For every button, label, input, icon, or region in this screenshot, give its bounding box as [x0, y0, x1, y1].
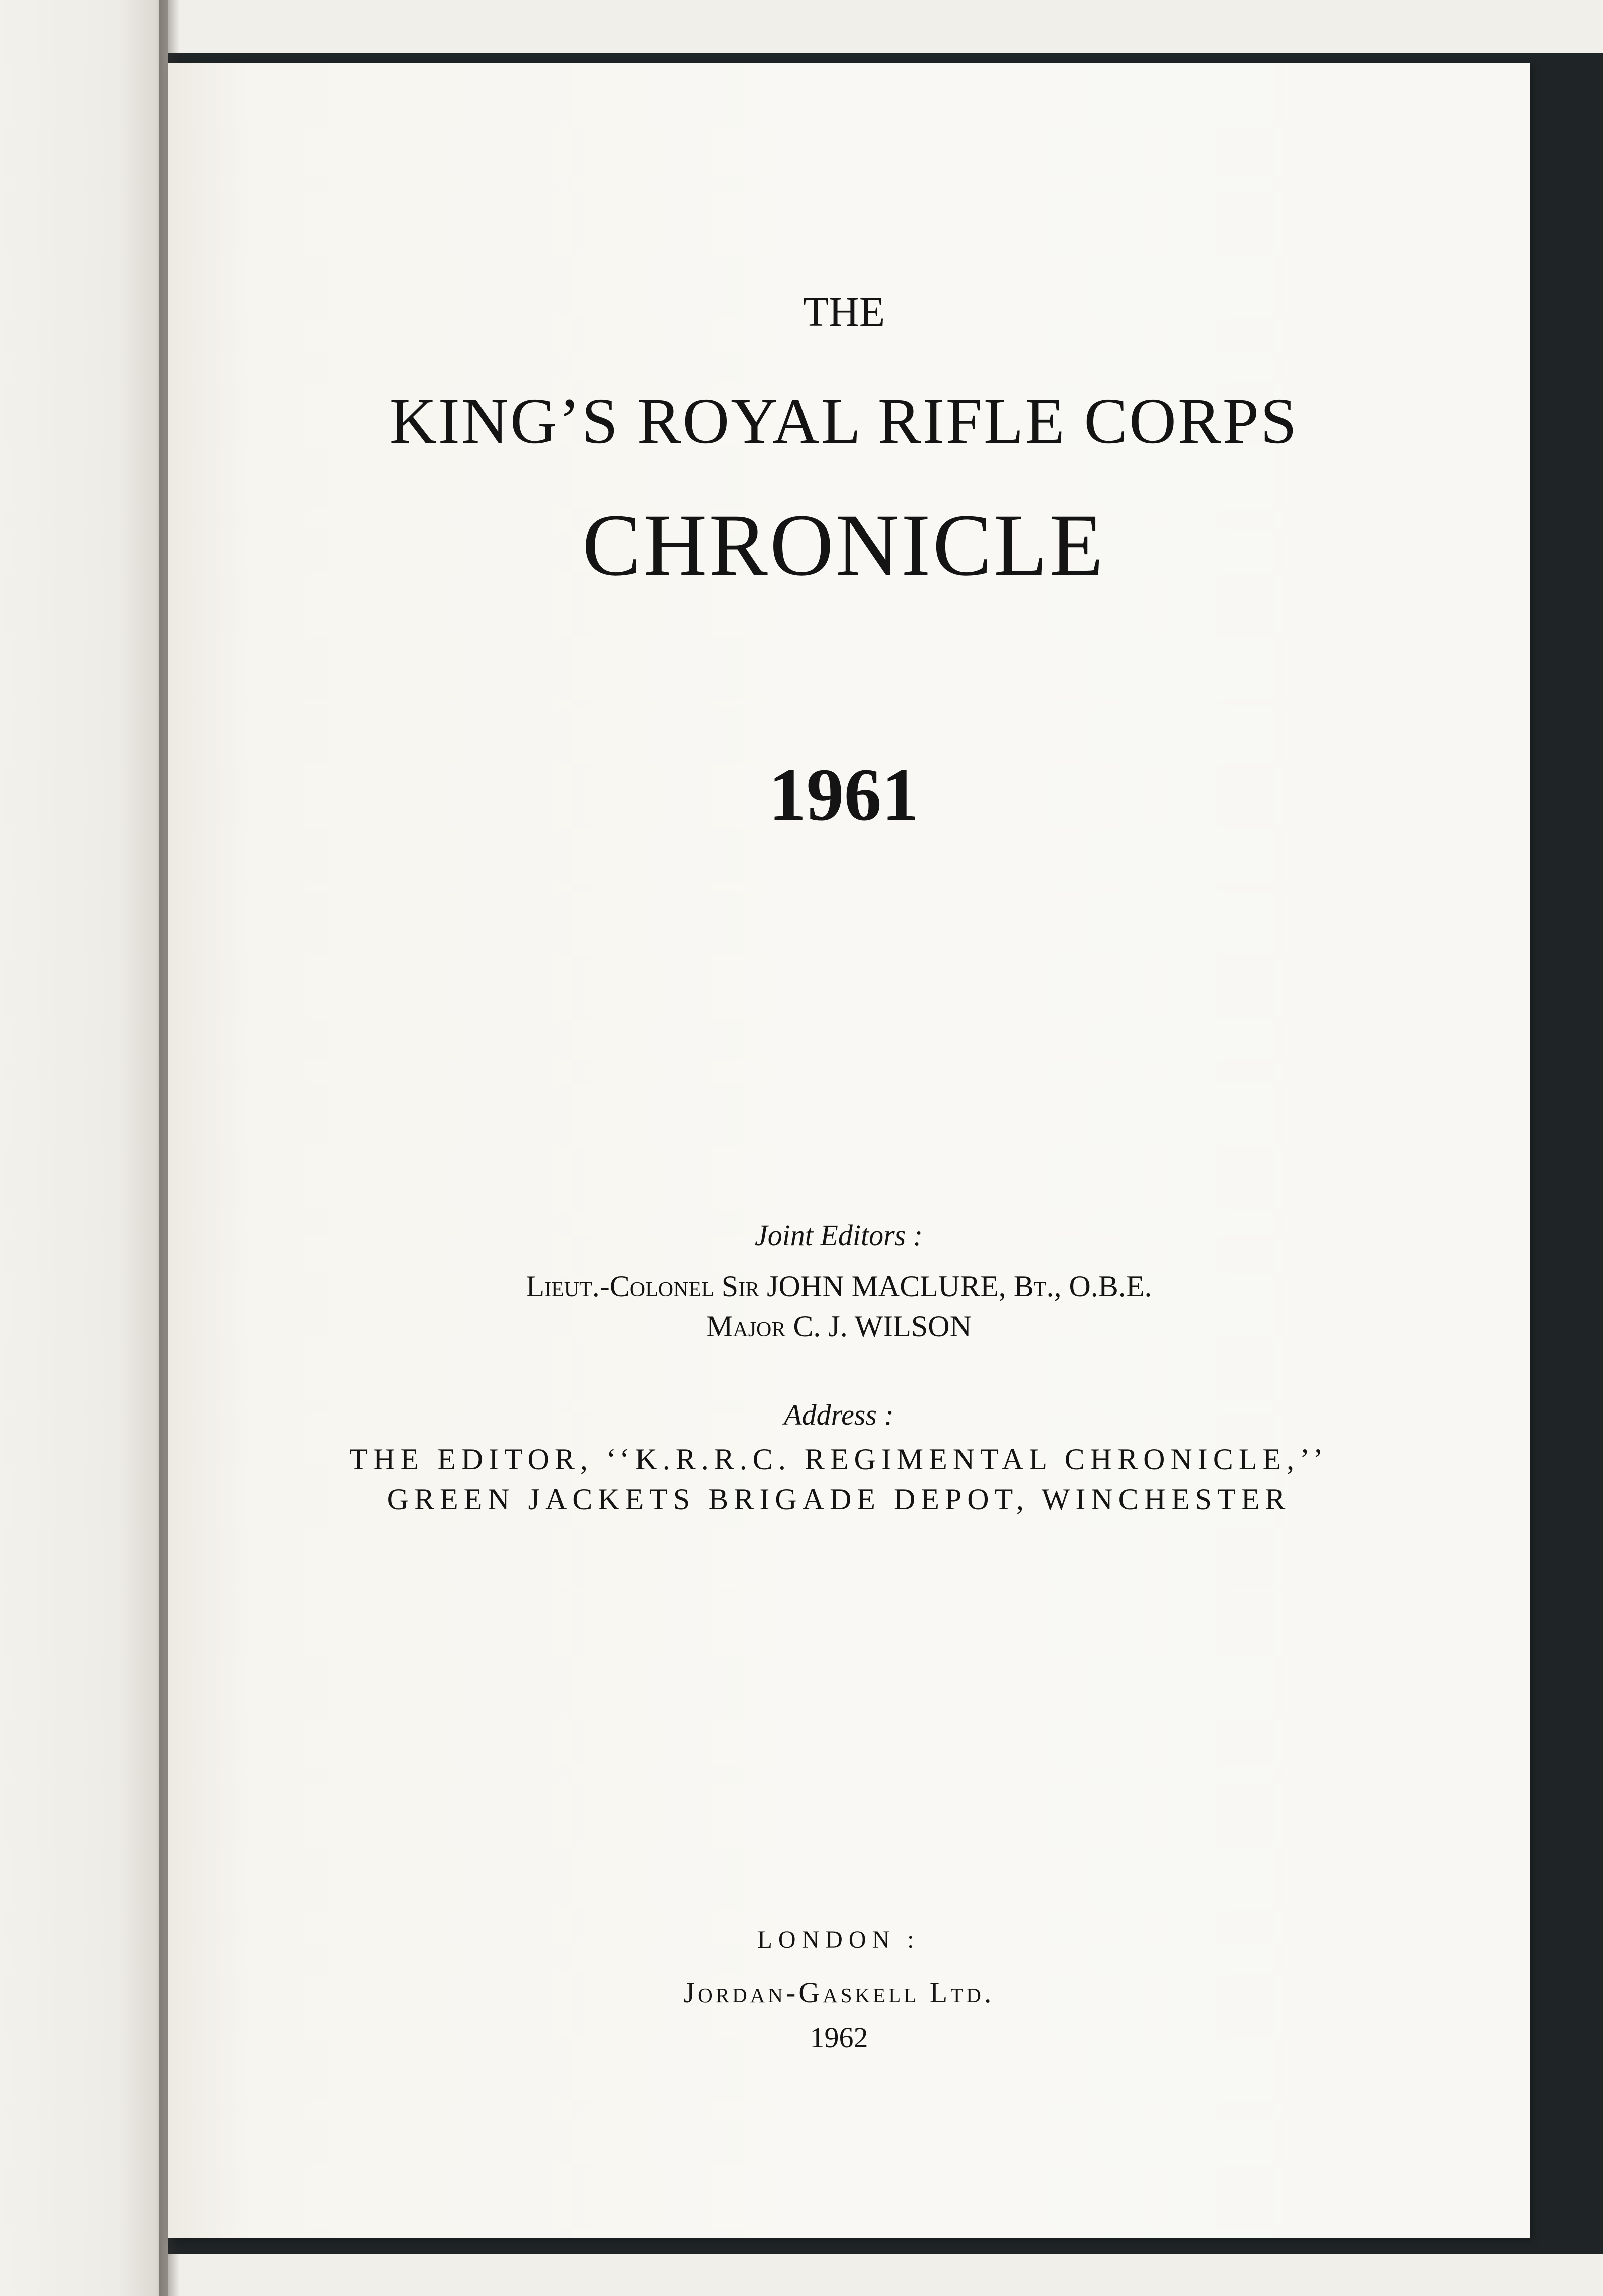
- address-label: Address :: [784, 1398, 894, 1431]
- imprint-publisher: Jordan-Gaskell Ltd.: [683, 1976, 995, 2009]
- imprint-city: LONDON :: [757, 1926, 920, 1953]
- editor-line: Lieut.-Colonel Sir JOHN MACLURE, Bt., O.B.E.: [526, 1270, 1152, 1303]
- editor-line: Major C. J. WILSON: [706, 1310, 972, 1343]
- address-line: THE EDITOR, ‘‘K.R.R.C. REGIMENTAL CHRONICLE,’’: [349, 1443, 1329, 1476]
- editors-label: Joint Editors :: [754, 1219, 923, 1252]
- address-line: GREEN JACKETS BRIGADE DEPOT, WINCHESTER: [387, 1483, 1291, 1516]
- imprint-year: 1962: [810, 2021, 868, 2054]
- title-chronicle: CHRONICLE: [582, 496, 1106, 594]
- facing-page: [0, 0, 168, 2296]
- title-year: 1961: [768, 753, 919, 836]
- title-page: [168, 63, 1530, 2238]
- title-the: THE: [803, 289, 885, 335]
- title-regiment: KING’S ROYAL RIFLE CORPS: [389, 385, 1299, 457]
